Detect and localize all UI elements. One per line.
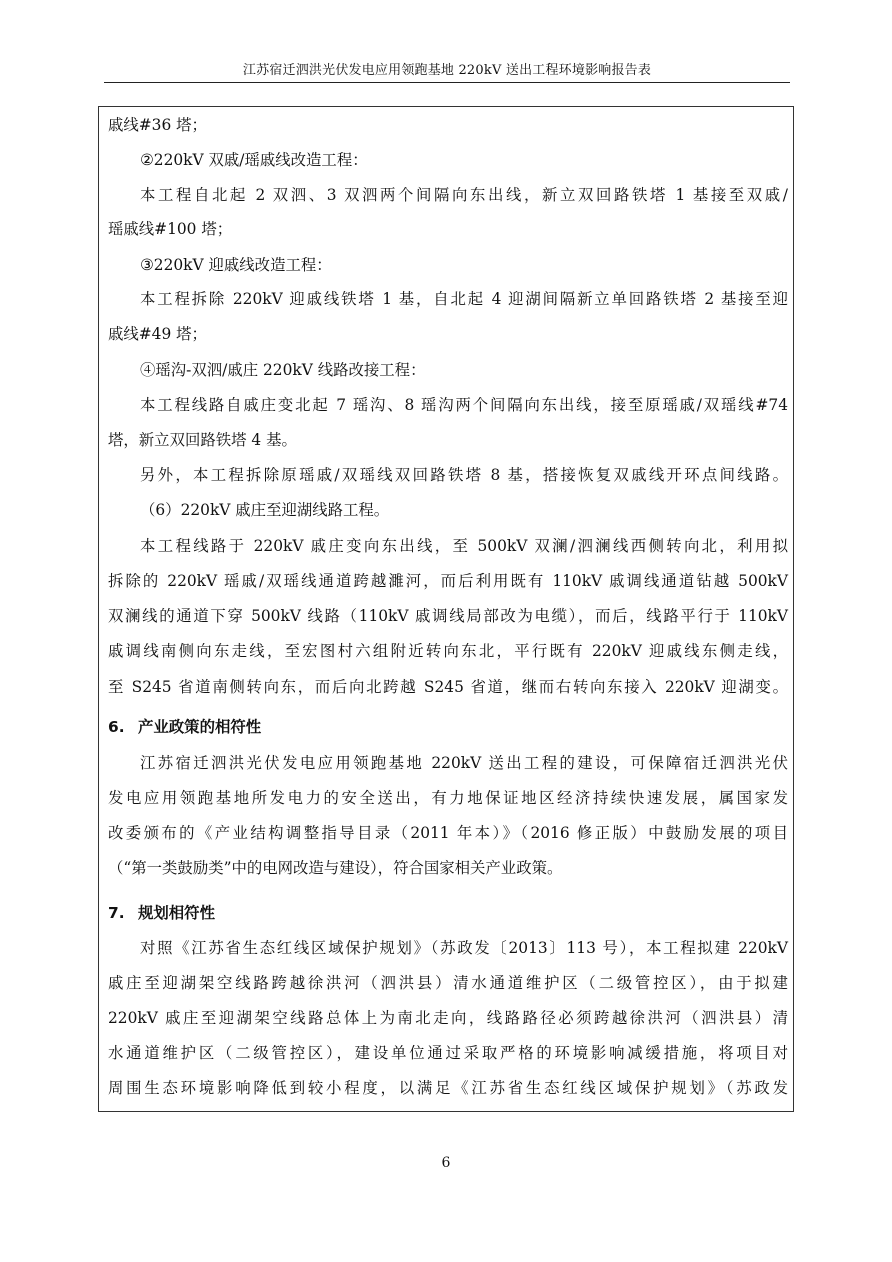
body-line: 双澜线的通道下穿 500kV 线路（110kV 戚调线局部改为电缆），而后，线路平行于 110kV	[108, 607, 788, 625]
body-line: 戚线#49 塔；	[108, 325, 207, 343]
body-line: 至 S245 省道南侧转向东，而后向北跨越 S245 省道，继而右转向东接入 220kV 迎湖变。	[108, 678, 788, 696]
section-7-line: 水通道维护区（二级管控区），建设单位通过采取严格的环境影响减缓措施，将项目对	[108, 1044, 788, 1062]
body-line: 塔，新立双回路铁塔 4 基。	[108, 431, 297, 449]
body-line: 拆除的 220kV 瑶戚/双瑶线通道跨越濉河，而后利用既有 110kV 戚调线通道钻越 500kV	[108, 572, 788, 590]
section-6-line: 江苏宿迁泗洪光伏发电应用领跑基地 220kV 送出工程的建设，可保障宿迁泗洪光伏	[140, 754, 788, 772]
section-6-line: （“第一类鼓励类”中的电网改造与建设），符合国家相关产业政策。	[108, 859, 563, 877]
section-7-heading	[108, 902, 788, 924]
body-line: 戚调线南侧向东走线，至宏图村六组附近转向东北，平行既有 220kV 迎戚线东侧走线，	[108, 642, 788, 660]
body-line: 本工程线路于 220kV 戚庄变向东出线，至 500kV 双澜/泗澜线西侧转向北，利用拟	[140, 537, 788, 555]
section-7-line: 周围生态环境影响降低到较小程度，以满足《江苏省生态红线区域保护规划》（苏政发	[108, 1079, 788, 1097]
section-7-line: 220kV 戚庄至迎湖架空线路总体上为南北走向，线路路径必须跨越徐洪河（泗洪县）清	[108, 1009, 788, 1027]
section-7-title: 规划相符性	[138, 904, 215, 922]
section-6-number: 6.	[108, 718, 125, 736]
section-6-line: 改委颁布的《产业结构调整指导目录（2011 年本）》（2016 修正版）中鼓励发展的项目	[108, 824, 788, 842]
section-6-title: 产业政策的相符性	[138, 718, 262, 736]
body-line: 另外，本工程拆除原瑶戚/双瑶线双回路铁塔 8 基，搭接恢复双戚线开环点间线路。	[140, 466, 788, 484]
document-header: 江苏宿迁泗洪光伏发电应用领跑基地 220kV 送出工程环境影响报告表	[242, 63, 652, 78]
body-line: 本工程线路自戚庄变北起 7 瑶沟、8 瑶沟两个间隔向东出线，接至原瑶戚/双瑶线#74	[140, 396, 788, 414]
body-line: ④瑶沟-双泗/戚庄 220kV 线路改接工程：	[140, 361, 426, 379]
body-line: 戚线#36 塔；	[108, 116, 207, 134]
body-line: 本工程自北起 2 双泗、3 双泗两个间隔向东出线，新立双回路铁塔 1 基接至双戚/	[140, 186, 788, 204]
body-line: （6）220kV 戚庄至迎湖线路工程。	[140, 501, 390, 519]
section-7-number: 7.	[108, 904, 125, 922]
page-number: 6	[441, 1155, 451, 1171]
header-rule	[104, 82, 790, 83]
section-6-heading	[108, 716, 788, 738]
body-line: ③220kV 迎戚线改造工程：	[140, 256, 332, 274]
section-7-line: 对照《江苏省生态红线区域保护规划》（苏政发〔2013〕113 号），本工程拟建 220kV	[140, 939, 788, 957]
body-line: ②220kV 双戚/瑶戚线改造工程：	[140, 151, 368, 169]
body-line: 瑶戚线#100 塔；	[108, 220, 233, 238]
body-line: 本工程拆除 220kV 迎戚线铁塔 1 基，自北起 4 迎湖间隔新立单回路铁塔 2 基接至迎	[140, 290, 788, 308]
section-7-line: 戚庄至迎湖架空线路跨越徐洪河（泗洪县）清水通道维护区（二级管控区），由于拟建	[108, 974, 788, 992]
section-6-line: 发电应用领跑基地所发电力的安全送出，有力地保证地区经济持续快速发展，属国家发	[108, 789, 788, 807]
